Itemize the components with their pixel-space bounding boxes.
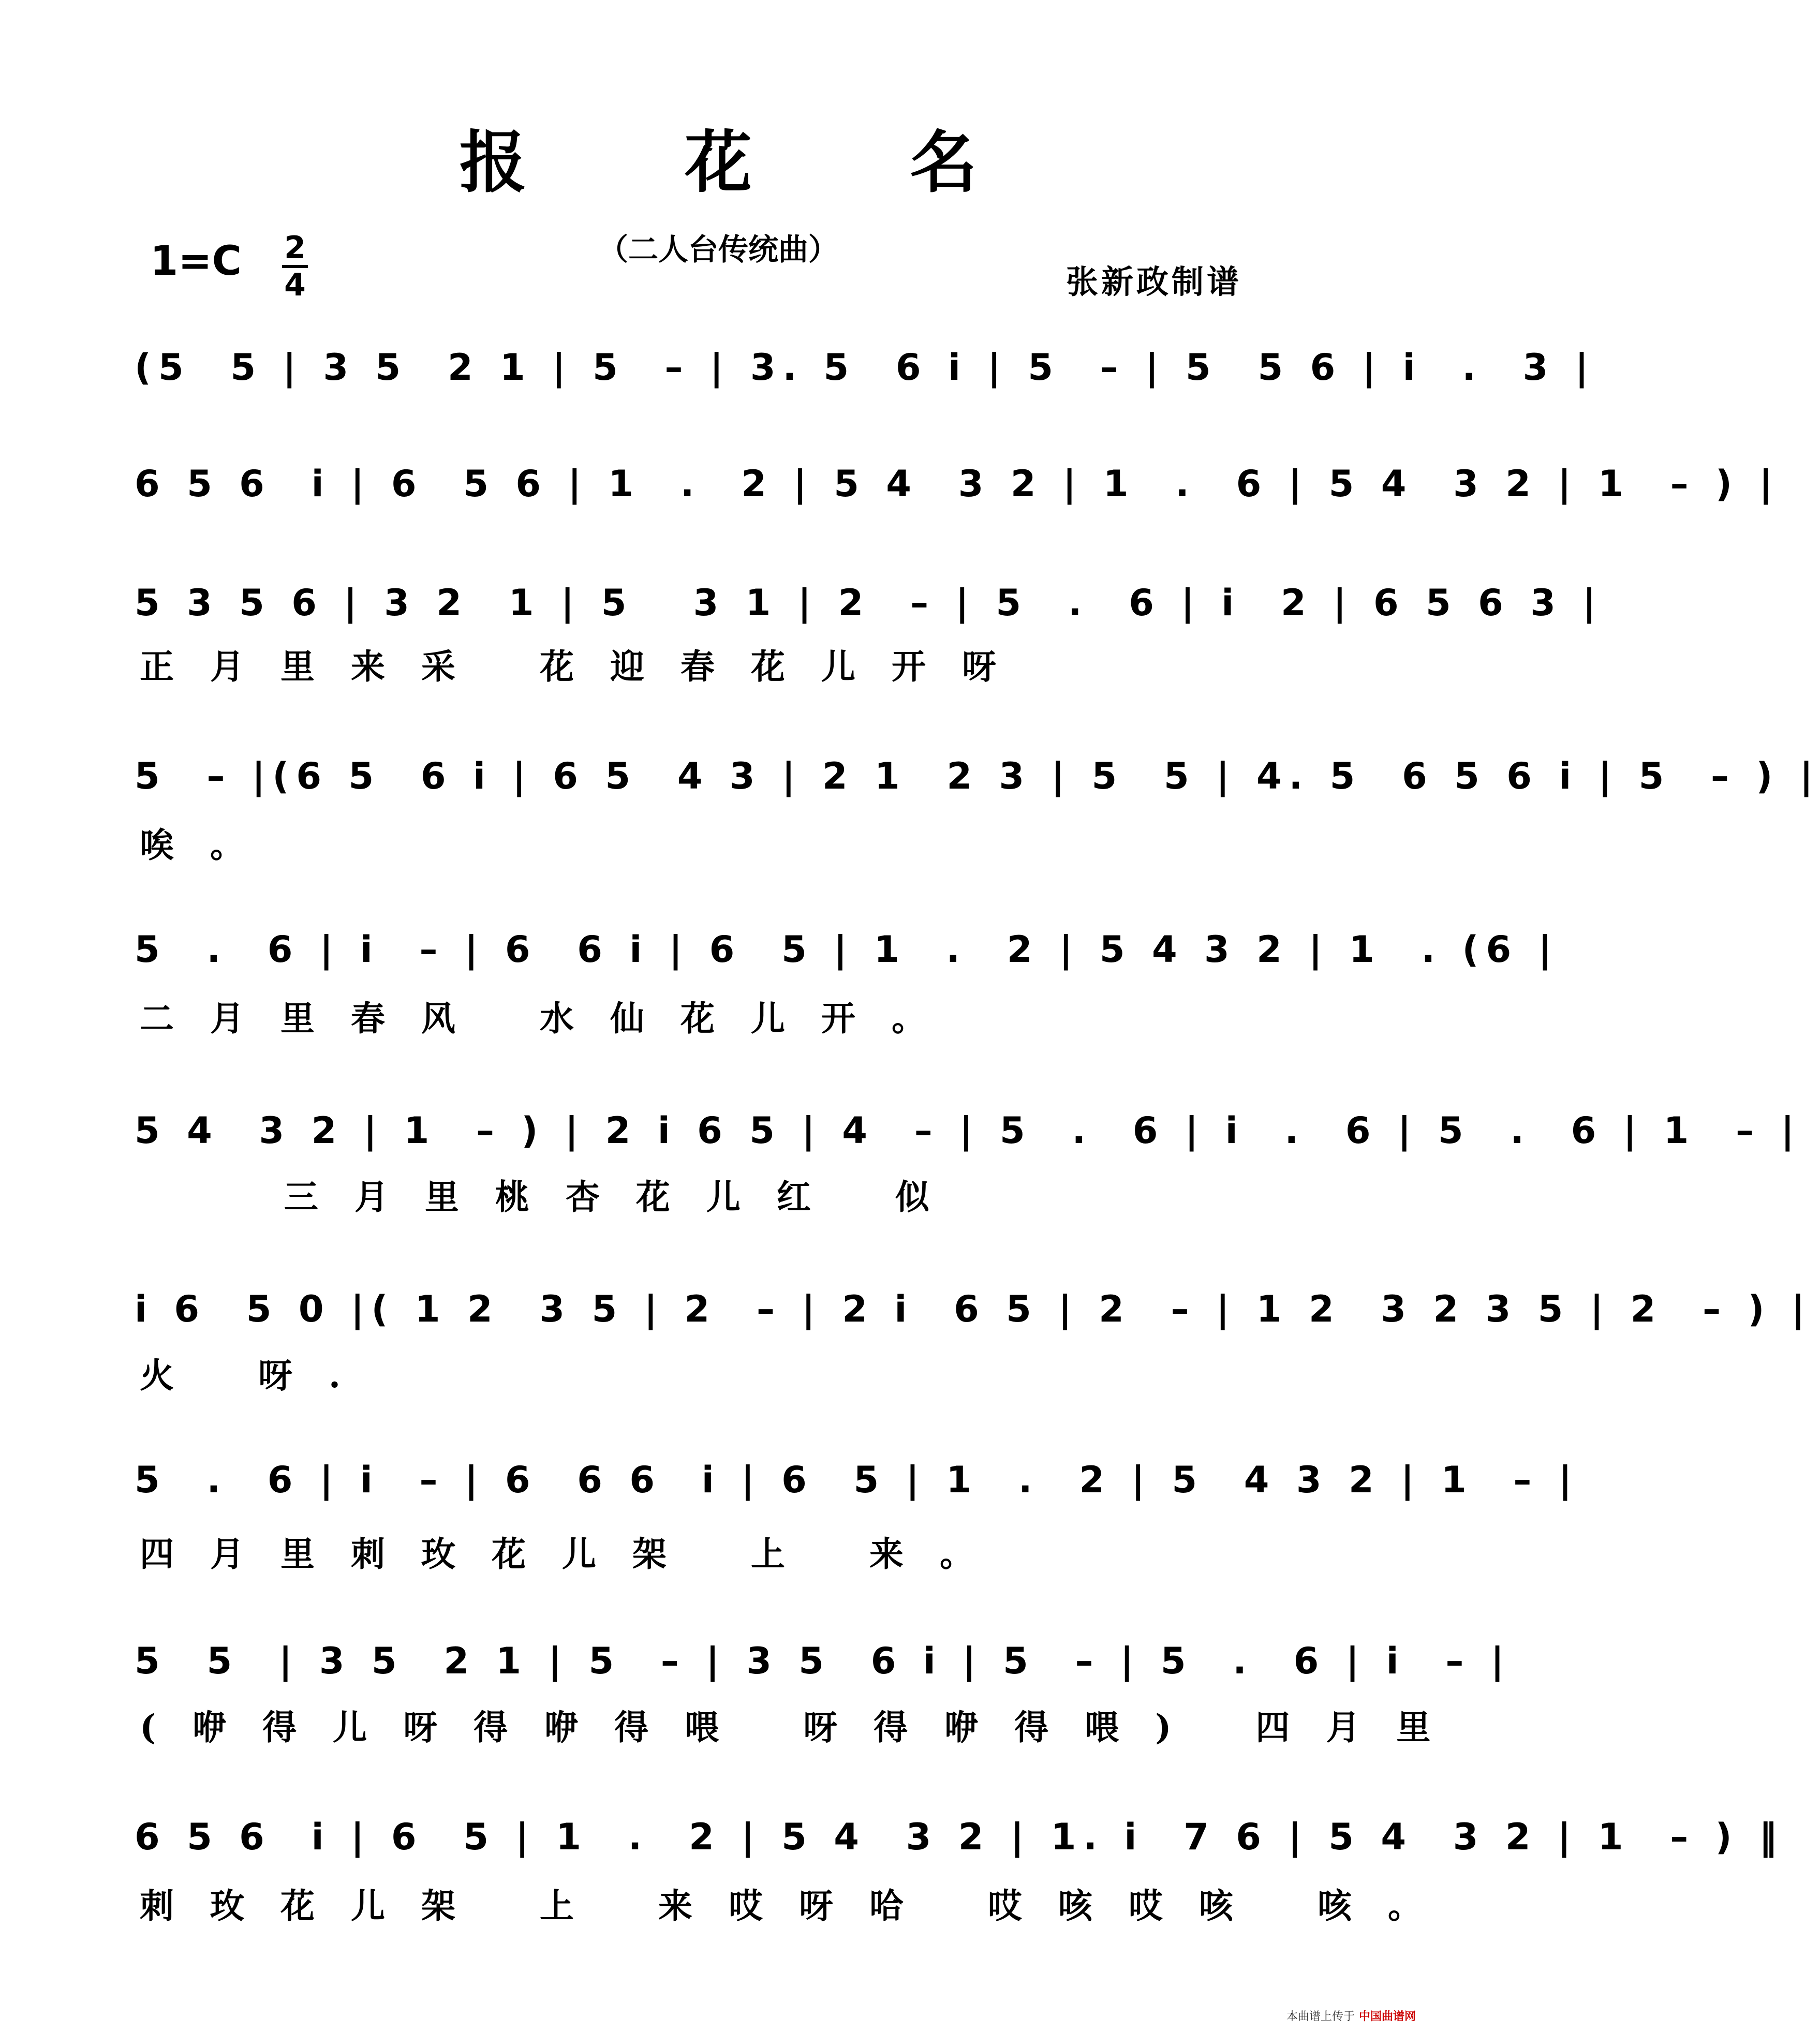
notes-line: 5 – |(6 5 6 i | 6 5 4 3 | 2 1 2 3 | 5 5 | 4. 5 6 5 6 i | 5 – ) | <box>135 755 1820 797</box>
song-subtitle: （二人台传统曲） <box>598 232 838 267</box>
lyrics-line: 刺玫花儿架 上 来哎呀哈 哎咳哎咳 咳。 <box>140 1886 1458 1926</box>
time-signature <box>282 232 308 301</box>
lyrics-line: 三月里桃杏花儿红 似 <box>140 1177 966 1217</box>
lyrics-line: (咿得儿呀得咿得喂 呀得咿得喂) 四月里 <box>140 1707 1467 1747</box>
lyrics-line: 二月里春风 水仙花儿开。 <box>140 998 962 1039</box>
footer-text: 本曲谱上传于 <box>1286 2010 1355 2023</box>
song-title: 报 花 名 <box>459 123 1045 202</box>
lyrics-line: 火 呀. <box>140 1355 377 1396</box>
score-row <box>135 750 1820 865</box>
lyrics-line: 唉。 <box>140 825 280 865</box>
score-row <box>135 342 1596 424</box>
score-row <box>135 458 1780 541</box>
notes-line: 6 5 6 i | 6 5 | 1 . 2 | 5 4 3 2 | 1. i 7 6 | 5 4 3 2 | 1 – ) ‖ <box>135 1816 1785 1858</box>
notes-line: 5 4 3 2 | 1 – ) | 2 i 6 5 | 4 – | 5 . 6 | i . 6 | 5 . 6 | 1 – | <box>135 1109 1802 1152</box>
score-row <box>135 577 1603 687</box>
score-row <box>135 1105 1802 1217</box>
score-row <box>135 1283 1812 1396</box>
meter-top: 2 <box>284 230 306 266</box>
score-row <box>135 1811 1785 1926</box>
site-logo[interactable]: 中国曲谱网 <box>1358 2010 1416 2023</box>
meter-bottom: 4 <box>284 267 306 303</box>
notes-line: i 6 5 0 |( 1 2 3 5 | 2 – | 2 i 6 5 | 2 – | 1 2 3 2 3 5 | 2 – ) | <box>135 1288 1812 1330</box>
notes-line: 6 5 6 i | 6 5 6 | 1 . 2 | 5 4 3 2 | 1 . 6 | 5 4 3 2 | 1 – ) | <box>135 463 1780 505</box>
notes-line: 5 3 5 6 | 3 2 1 | 5 3 1 | 2 – | 5 . 6 | i 2 | 6 5 6 3 | <box>135 582 1603 624</box>
arranger-credit: 张新政制谱 <box>1066 263 1242 301</box>
score-row <box>135 924 1559 1039</box>
lyrics-line: 四月里刺玫花儿架 上 来。 <box>140 1534 1010 1574</box>
upload-footer <box>1286 2008 1416 2024</box>
notes-line: 5 . 6 | i – | 6 6 6 i | 6 5 | 1 . 2 | 5 4 3 2 | 1 – | <box>135 1459 1579 1501</box>
lyrics-line: 正月里来采 花迎春花儿开呀 <box>140 646 1032 687</box>
notes-line: 5 . 6 | i – | 6 6 i | 6 5 | 1 . 2 | 5 4 3 2 | 1 . (6 | <box>135 928 1559 971</box>
notes-line: (5 5 | 3 5 2 1 | 5 – | 3. 5 6 i | 5 – | 5 5 6 | i . 3 | <box>135 346 1596 389</box>
score-row <box>135 1635 1512 1747</box>
key-signature: 1=C <box>150 238 242 285</box>
score-row <box>135 1454 1579 1574</box>
notes-line: 5 5 | 3 5 2 1 | 5 – | 3 5 6 i | 5 – | 5 . 6 | i – | <box>135 1640 1512 1682</box>
